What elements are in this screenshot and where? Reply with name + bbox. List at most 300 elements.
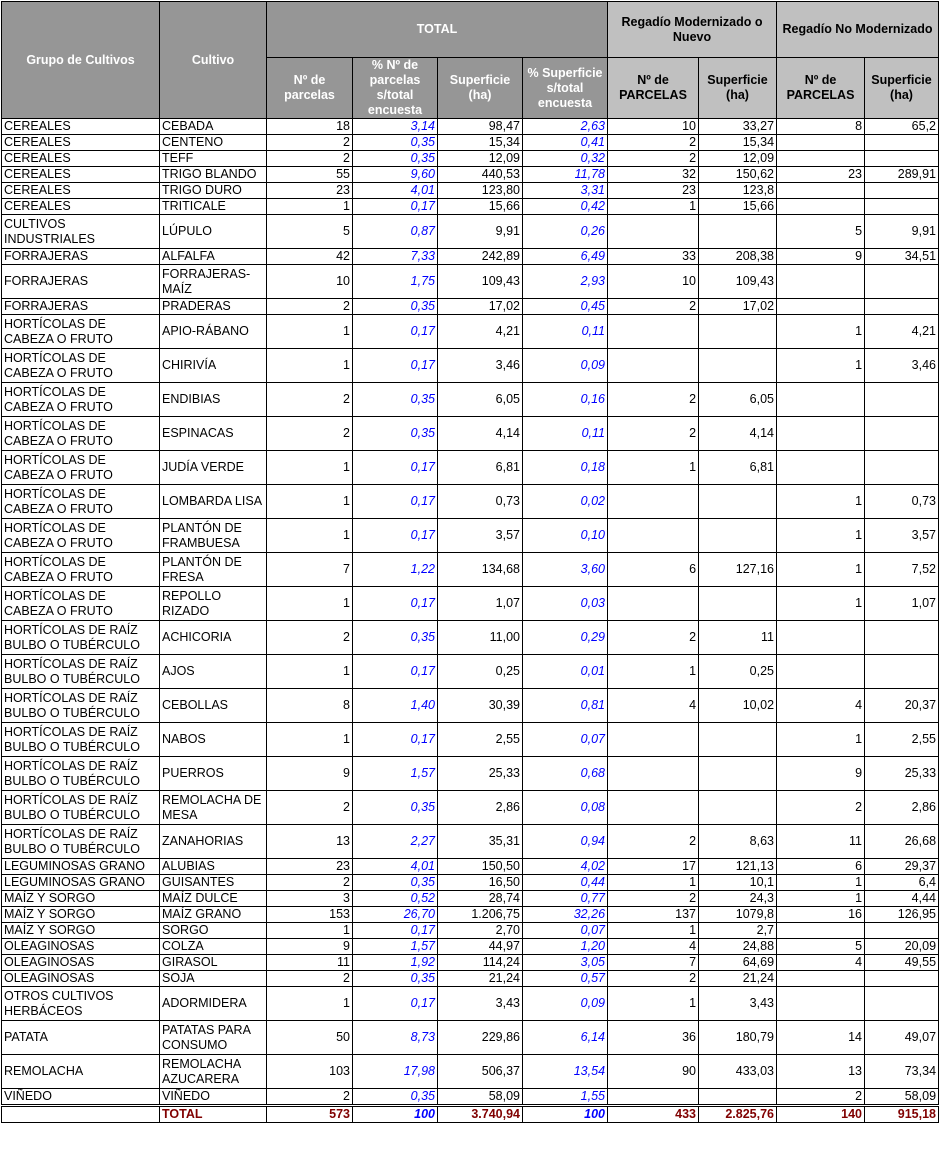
cell-mod-superficie: 123,8 xyxy=(699,183,777,199)
cell-mod-superficie xyxy=(699,791,777,825)
table-row xyxy=(2,757,939,791)
cell-nomod-superficie xyxy=(865,199,939,215)
cell-pct-superficie: 0,16 xyxy=(523,383,608,417)
cell-crop: PLANTÓN DE FRESA xyxy=(160,553,267,587)
table-row xyxy=(2,315,939,349)
header-mod-superficie: Superficie (ha) xyxy=(699,58,777,119)
cell-nomod-superficie xyxy=(865,655,939,689)
cell-nomod-superficie: 29,37 xyxy=(865,859,939,875)
cell-nomod-parcelas: 140 xyxy=(777,1106,865,1123)
cell-mod-parcelas xyxy=(608,791,699,825)
cell-num-parcelas: 50 xyxy=(267,1021,353,1055)
cell-group: FORRAJERAS xyxy=(2,299,160,315)
cell-nomod-parcelas: 1 xyxy=(777,875,865,891)
cell-pct-parcelas: 0,35 xyxy=(353,299,438,315)
cell-crop: TEFF xyxy=(160,151,267,167)
cell-crop: PATATAS PARA CONSUMO xyxy=(160,1021,267,1055)
cell-mod-parcelas: 4 xyxy=(608,939,699,955)
cell-superficie: 12,09 xyxy=(438,151,523,167)
cell-nomod-parcelas: 9 xyxy=(777,249,865,265)
table-row xyxy=(2,183,939,199)
cell-nomod-parcelas: 1 xyxy=(777,891,865,907)
table-row xyxy=(2,923,939,939)
cell-pct-parcelas: 1,57 xyxy=(353,757,438,791)
cell-mod-superficie: 2.825,76 xyxy=(699,1106,777,1123)
cell-nomod-superficie: 65,2 xyxy=(865,119,939,135)
cell-superficie: 6,81 xyxy=(438,451,523,485)
cell-mod-parcelas: 1 xyxy=(608,655,699,689)
cell-pct-parcelas: 0,87 xyxy=(353,215,438,249)
cell-pct-superficie: 3,60 xyxy=(523,553,608,587)
cell-pct-parcelas: 0,35 xyxy=(353,1089,438,1106)
cell-nomod-superficie xyxy=(865,417,939,451)
cell-pct-parcelas: 0,17 xyxy=(353,923,438,939)
cell-mod-parcelas: 32 xyxy=(608,167,699,183)
table-row xyxy=(2,199,939,215)
cell-mod-superficie: 21,24 xyxy=(699,971,777,987)
table-row xyxy=(2,791,939,825)
cell-group: REMOLACHA xyxy=(2,1055,160,1089)
cell-num-parcelas: 573 xyxy=(267,1106,353,1123)
cell-mod-superficie: 6,81 xyxy=(699,451,777,485)
cell-superficie: 30,39 xyxy=(438,689,523,723)
cell-mod-superficie: 2,7 xyxy=(699,923,777,939)
cell-group: FORRAJERAS xyxy=(2,265,160,299)
cell-group: FORRAJERAS xyxy=(2,249,160,265)
cell-mod-superficie: 24,3 xyxy=(699,891,777,907)
cell-num-parcelas: 2 xyxy=(267,135,353,151)
cell-pct-superficie: 0,57 xyxy=(523,971,608,987)
cell-mod-parcelas: 2 xyxy=(608,383,699,417)
cell-nomod-superficie: 915,18 xyxy=(865,1106,939,1123)
cell-num-parcelas: 9 xyxy=(267,939,353,955)
cell-nomod-superficie: 26,68 xyxy=(865,825,939,859)
cell-nomod-parcelas: 1 xyxy=(777,485,865,519)
cell-group: HORTÍCOLAS DE RAÍZ BULBO O TUBÉRCULO xyxy=(2,791,160,825)
cell-pct-superficie: 2,93 xyxy=(523,265,608,299)
cell-pct-parcelas: 1,92 xyxy=(353,955,438,971)
cell-pct-superficie: 3,31 xyxy=(523,183,608,199)
cell-superficie: 35,31 xyxy=(438,825,523,859)
cell-pct-parcelas: 0,17 xyxy=(353,349,438,383)
cell-group: HORTÍCOLAS DE CABEZA O FRUTO xyxy=(2,485,160,519)
cell-superficie: 6,05 xyxy=(438,383,523,417)
table-row xyxy=(2,553,939,587)
header-num-parcelas: Nº de parcelas xyxy=(267,58,353,119)
cell-num-parcelas: 1 xyxy=(267,723,353,757)
cell-crop: TRIGO DURO xyxy=(160,183,267,199)
cell-nomod-parcelas xyxy=(777,987,865,1021)
cell-nomod-superficie: 58,09 xyxy=(865,1089,939,1106)
cell-crop: APIO-RÁBANO xyxy=(160,315,267,349)
cell-pct-parcelas: 4,01 xyxy=(353,183,438,199)
cell-pct-parcelas: 0,35 xyxy=(353,971,438,987)
cell-nomod-superficie: 2,86 xyxy=(865,791,939,825)
cell-mod-superficie xyxy=(699,723,777,757)
cell-crop: ACHICORIA xyxy=(160,621,267,655)
table-row xyxy=(2,971,939,987)
cell-num-parcelas: 1 xyxy=(267,987,353,1021)
cell-group: HORTÍCOLAS DE CABEZA O FRUTO xyxy=(2,417,160,451)
cell-pct-parcelas: 0,17 xyxy=(353,451,438,485)
cell-nomod-parcelas xyxy=(777,417,865,451)
cell-superficie: 134,68 xyxy=(438,553,523,587)
cell-mod-superficie: 8,63 xyxy=(699,825,777,859)
cell-superficie: 17,02 xyxy=(438,299,523,315)
table-body xyxy=(2,119,939,1123)
cell-mod-superficie: 109,43 xyxy=(699,265,777,299)
cell-group: OLEAGINOSAS xyxy=(2,971,160,987)
cell-crop: CENTENO xyxy=(160,135,267,151)
cell-pct-parcelas: 0,35 xyxy=(353,417,438,451)
cell-mod-parcelas: 10 xyxy=(608,119,699,135)
cell-mod-superficie: 208,38 xyxy=(699,249,777,265)
cell-pct-superficie: 0,08 xyxy=(523,791,608,825)
cell-mod-parcelas xyxy=(608,1089,699,1106)
cell-superficie: 21,24 xyxy=(438,971,523,987)
table-row xyxy=(2,151,939,167)
cell-mod-parcelas: 10 xyxy=(608,265,699,299)
cell-pct-parcelas: 0,17 xyxy=(353,987,438,1021)
cell-nomod-parcelas: 4 xyxy=(777,955,865,971)
cell-mod-parcelas: 1 xyxy=(608,923,699,939)
cell-mod-parcelas: 1 xyxy=(608,199,699,215)
cell-pct-parcelas: 0,52 xyxy=(353,891,438,907)
cell-num-parcelas: 2 xyxy=(267,383,353,417)
cell-mod-parcelas: 137 xyxy=(608,907,699,923)
cell-pct-superficie: 0,11 xyxy=(523,417,608,451)
cell-pct-parcelas: 1,57 xyxy=(353,939,438,955)
cell-mod-parcelas: 1 xyxy=(608,987,699,1021)
cell-nomod-superficie: 126,95 xyxy=(865,907,939,923)
cell-mod-superficie xyxy=(699,315,777,349)
cell-pct-superficie: 32,26 xyxy=(523,907,608,923)
cell-num-parcelas: 3 xyxy=(267,891,353,907)
cell-nomod-superficie xyxy=(865,135,939,151)
cell-mod-parcelas xyxy=(608,485,699,519)
cell-nomod-parcelas: 8 xyxy=(777,119,865,135)
table-row xyxy=(2,859,939,875)
cell-crop: LOMBARDA LISA xyxy=(160,485,267,519)
cell-pct-parcelas: 0,17 xyxy=(353,723,438,757)
header-mod-num-parcelas: Nº de PARCELAS xyxy=(608,58,699,119)
cell-pct-superficie: 0,45 xyxy=(523,299,608,315)
cell-crop: GUISANTES xyxy=(160,875,267,891)
table-row xyxy=(2,621,939,655)
cell-crop: PRADERAS xyxy=(160,299,267,315)
table-row xyxy=(2,265,939,299)
cell-pct-parcelas: 0,17 xyxy=(353,485,438,519)
cell-superficie: 440,53 xyxy=(438,167,523,183)
cell-group: HORTÍCOLAS DE CABEZA O FRUTO xyxy=(2,519,160,553)
cell-superficie: 2,70 xyxy=(438,923,523,939)
cell-superficie: 3,46 xyxy=(438,349,523,383)
cell-pct-superficie: 0,32 xyxy=(523,151,608,167)
cell-pct-superficie: 3,05 xyxy=(523,955,608,971)
cell-mod-superficie: 24,88 xyxy=(699,939,777,955)
cell-pct-superficie: 0,18 xyxy=(523,451,608,485)
cell-nomod-parcelas xyxy=(777,299,865,315)
cell-mod-superficie: 10,1 xyxy=(699,875,777,891)
cell-superficie: 3,43 xyxy=(438,987,523,1021)
cell-pct-superficie: 6,49 xyxy=(523,249,608,265)
table-row xyxy=(2,215,939,249)
cell-num-parcelas: 18 xyxy=(267,119,353,135)
cell-nomod-superficie: 49,55 xyxy=(865,955,939,971)
cell-mod-superficie: 6,05 xyxy=(699,383,777,417)
cell-superficie: 4,21 xyxy=(438,315,523,349)
cell-crop: SORGO xyxy=(160,923,267,939)
cell-num-parcelas: 2 xyxy=(267,299,353,315)
cell-crop: CHIRIVÍA xyxy=(160,349,267,383)
cell-superficie: 3.740,94 xyxy=(438,1106,523,1123)
cell-pct-superficie: 1,20 xyxy=(523,939,608,955)
header-modernized: Regadío Modernizado o Nuevo xyxy=(608,2,777,58)
header-group: Grupo de Cultivos xyxy=(2,2,160,119)
cell-nomod-parcelas xyxy=(777,151,865,167)
cell-pct-superficie: 0,94 xyxy=(523,825,608,859)
cell-pct-superficie: 0,11 xyxy=(523,315,608,349)
cell-superficie: 4,14 xyxy=(438,417,523,451)
cell-num-parcelas: 1 xyxy=(267,451,353,485)
cell-mod-superficie: 127,16 xyxy=(699,553,777,587)
crop-survey-table xyxy=(1,1,939,1123)
cell-num-parcelas: 1 xyxy=(267,655,353,689)
total-row xyxy=(2,1106,939,1123)
cell-group: CULTIVOS INDUSTRIALES xyxy=(2,215,160,249)
cell-superficie: 16,50 xyxy=(438,875,523,891)
cell-mod-parcelas xyxy=(608,757,699,791)
cell-superficie: 229,86 xyxy=(438,1021,523,1055)
cell-nomod-parcelas xyxy=(777,923,865,939)
cell-num-parcelas: 1 xyxy=(267,519,353,553)
cell-superficie: 98,47 xyxy=(438,119,523,135)
cell-pct-superficie: 0,03 xyxy=(523,587,608,621)
cell-crop: COLZA xyxy=(160,939,267,955)
cell-pct-parcelas: 0,17 xyxy=(353,315,438,349)
cell-crop: TRITICALE xyxy=(160,199,267,215)
cell-crop: REMOLACHA AZUCARERA xyxy=(160,1055,267,1089)
cell-nomod-parcelas: 13 xyxy=(777,1055,865,1089)
cell-mod-parcelas: 1 xyxy=(608,451,699,485)
cell-group: CEREALES xyxy=(2,135,160,151)
table-row xyxy=(2,1055,939,1089)
header-pct-parcelas: % Nº de parcelas s/total encuesta xyxy=(353,58,438,119)
cell-num-parcelas: 103 xyxy=(267,1055,353,1089)
cell-nomod-superficie: 3,57 xyxy=(865,519,939,553)
table-row xyxy=(2,891,939,907)
cell-mod-superficie: 64,69 xyxy=(699,955,777,971)
table-row xyxy=(2,299,939,315)
cell-superficie: 150,50 xyxy=(438,859,523,875)
cell-group: OLEAGINOSAS xyxy=(2,955,160,971)
cell-num-parcelas: 2 xyxy=(267,621,353,655)
cell-mod-parcelas xyxy=(608,215,699,249)
cell-superficie: 3,57 xyxy=(438,519,523,553)
cell-group: HORTÍCOLAS DE RAÍZ BULBO O TUBÉRCULO xyxy=(2,723,160,757)
cell-pct-parcelas: 0,35 xyxy=(353,875,438,891)
cell-mod-superficie xyxy=(699,1089,777,1106)
cell-pct-parcelas: 0,35 xyxy=(353,791,438,825)
cell-mod-parcelas: 2 xyxy=(608,971,699,987)
cell-group: HORTÍCOLAS DE CABEZA O FRUTO xyxy=(2,315,160,349)
table-row xyxy=(2,825,939,859)
cell-nomod-parcelas: 2 xyxy=(777,791,865,825)
cell-superficie: 2,55 xyxy=(438,723,523,757)
cell-pct-superficie: 0,44 xyxy=(523,875,608,891)
cell-nomod-parcelas: 1 xyxy=(777,553,865,587)
cell-num-parcelas: 2 xyxy=(267,417,353,451)
header-superficie: Superficie (ha) xyxy=(438,58,523,119)
cell-group: CEREALES xyxy=(2,199,160,215)
cell-num-parcelas: 1 xyxy=(267,349,353,383)
cell-group: VIÑEDO xyxy=(2,1089,160,1106)
cell-nomod-parcelas: 1 xyxy=(777,723,865,757)
table-row xyxy=(2,723,939,757)
cell-mod-superficie xyxy=(699,587,777,621)
cell-superficie: 1,07 xyxy=(438,587,523,621)
cell-mod-superficie: 10,02 xyxy=(699,689,777,723)
header-crop: Cultivo xyxy=(160,2,267,119)
cell-pct-superficie: 0,07 xyxy=(523,923,608,939)
cell-group: CEREALES xyxy=(2,167,160,183)
cell-num-parcelas: 1 xyxy=(267,485,353,519)
cell-mod-superficie xyxy=(699,757,777,791)
cell-pct-superficie: 4,02 xyxy=(523,859,608,875)
cell-nomod-superficie xyxy=(865,183,939,199)
cell-group: HORTÍCOLAS DE RAÍZ BULBO O TUBÉRCULO xyxy=(2,621,160,655)
cell-nomod-parcelas xyxy=(777,265,865,299)
table-row xyxy=(2,383,939,417)
cell-group: HORTÍCOLAS DE CABEZA O FRUTO xyxy=(2,451,160,485)
cell-nomod-parcelas: 5 xyxy=(777,939,865,955)
cell-crop: CEBADA xyxy=(160,119,267,135)
cell-pct-superficie: 0,10 xyxy=(523,519,608,553)
cell-mod-parcelas xyxy=(608,587,699,621)
cell-nomod-parcelas xyxy=(777,199,865,215)
cell-group: HORTÍCOLAS DE RAÍZ BULBO O TUBÉRCULO xyxy=(2,757,160,791)
cell-pct-parcelas: 0,35 xyxy=(353,135,438,151)
cell-pct-parcelas: 8,73 xyxy=(353,1021,438,1055)
cell-group: HORTÍCOLAS DE CABEZA O FRUTO xyxy=(2,383,160,417)
cell-nomod-parcelas: 1 xyxy=(777,349,865,383)
cell-nomod-parcelas: 9 xyxy=(777,757,865,791)
cell-crop: ALFALFA xyxy=(160,249,267,265)
cell-num-parcelas: 1 xyxy=(267,199,353,215)
table-row xyxy=(2,485,939,519)
cell-group: HORTÍCOLAS DE RAÍZ BULBO O TUBÉRCULO xyxy=(2,689,160,723)
cell-nomod-parcelas: 16 xyxy=(777,907,865,923)
cell-nomod-parcelas: 1 xyxy=(777,315,865,349)
cell-crop: PUERROS xyxy=(160,757,267,791)
cell-pct-superficie: 0,07 xyxy=(523,723,608,757)
cell-mod-superficie: 433,03 xyxy=(699,1055,777,1089)
cell-pct-superficie: 11,78 xyxy=(523,167,608,183)
cell-pct-parcelas: 0,35 xyxy=(353,383,438,417)
cell-nomod-superficie: 3,46 xyxy=(865,349,939,383)
cell-group: CEREALES xyxy=(2,151,160,167)
cell-pct-superficie: 0,09 xyxy=(523,349,608,383)
cell-mod-parcelas: 2 xyxy=(608,417,699,451)
table-row xyxy=(2,451,939,485)
cell-mod-superficie: 121,13 xyxy=(699,859,777,875)
cell-num-parcelas: 9 xyxy=(267,757,353,791)
cell-num-parcelas: 2 xyxy=(267,1089,353,1106)
table-row xyxy=(2,135,939,151)
table-row xyxy=(2,167,939,183)
cell-num-parcelas: 55 xyxy=(267,167,353,183)
cell-superficie: 0,25 xyxy=(438,655,523,689)
cell-superficie: 242,89 xyxy=(438,249,523,265)
cell-group: MAÍZ Y SORGO xyxy=(2,923,160,939)
cell-nomod-superficie: 49,07 xyxy=(865,1021,939,1055)
cell-nomod-superficie: 20,09 xyxy=(865,939,939,955)
cell-mod-superficie xyxy=(699,349,777,383)
cell-num-parcelas: 42 xyxy=(267,249,353,265)
cell-superficie: 15,34 xyxy=(438,135,523,151)
cell-mod-superficie xyxy=(699,485,777,519)
cell-superficie: 1.206,75 xyxy=(438,907,523,923)
cell-pct-parcelas: 3,14 xyxy=(353,119,438,135)
cell-mod-parcelas: 17 xyxy=(608,859,699,875)
cell-pct-parcelas: 100 xyxy=(353,1106,438,1123)
cell-mod-parcelas: 2 xyxy=(608,151,699,167)
table-row xyxy=(2,519,939,553)
cell-pct-superficie: 13,54 xyxy=(523,1055,608,1089)
cell-crop: REPOLLO RIZADO xyxy=(160,587,267,621)
cell-nomod-superficie xyxy=(865,987,939,1021)
cell-pct-superficie: 0,81 xyxy=(523,689,608,723)
cell-group: OTROS CULTIVOS HERBÁCEOS xyxy=(2,987,160,1021)
cell-nomod-parcelas: 5 xyxy=(777,215,865,249)
cell-crop: JUDÍA VERDE xyxy=(160,451,267,485)
cell-mod-superficie xyxy=(699,519,777,553)
cell-superficie: 28,74 xyxy=(438,891,523,907)
cell-pct-superficie: 6,14 xyxy=(523,1021,608,1055)
cell-mod-parcelas: 2 xyxy=(608,621,699,655)
cell-crop: TOTAL xyxy=(160,1106,267,1123)
cell-crop: REMOLACHA DE MESA xyxy=(160,791,267,825)
cell-num-parcelas: 10 xyxy=(267,265,353,299)
cell-superficie: 15,66 xyxy=(438,199,523,215)
cell-num-parcelas: 7 xyxy=(267,553,353,587)
cell-num-parcelas: 5 xyxy=(267,215,353,249)
cell-nomod-superficie: 1,07 xyxy=(865,587,939,621)
cell-nomod-superficie: 7,52 xyxy=(865,553,939,587)
cell-superficie: 2,86 xyxy=(438,791,523,825)
cell-crop: ESPINACAS xyxy=(160,417,267,451)
cell-nomod-parcelas xyxy=(777,451,865,485)
cell-pct-superficie: 0,68 xyxy=(523,757,608,791)
cell-group: OLEAGINOSAS xyxy=(2,939,160,955)
cell-num-parcelas: 8 xyxy=(267,689,353,723)
cell-num-parcelas: 153 xyxy=(267,907,353,923)
cell-pct-parcelas: 2,27 xyxy=(353,825,438,859)
cell-nomod-superficie xyxy=(865,971,939,987)
cell-num-parcelas: 13 xyxy=(267,825,353,859)
cell-pct-parcelas: 1,22 xyxy=(353,553,438,587)
cell-num-parcelas: 2 xyxy=(267,971,353,987)
cell-crop: ADORMIDERA xyxy=(160,987,267,1021)
cell-nomod-superficie: 20,37 xyxy=(865,689,939,723)
cell-pct-superficie: 0,02 xyxy=(523,485,608,519)
cell-superficie: 123,80 xyxy=(438,183,523,199)
cell-mod-parcelas: 36 xyxy=(608,1021,699,1055)
cell-nomod-parcelas xyxy=(777,383,865,417)
cell-nomod-superficie xyxy=(865,265,939,299)
cell-crop: LÚPULO xyxy=(160,215,267,249)
cell-pct-parcelas: 7,33 xyxy=(353,249,438,265)
